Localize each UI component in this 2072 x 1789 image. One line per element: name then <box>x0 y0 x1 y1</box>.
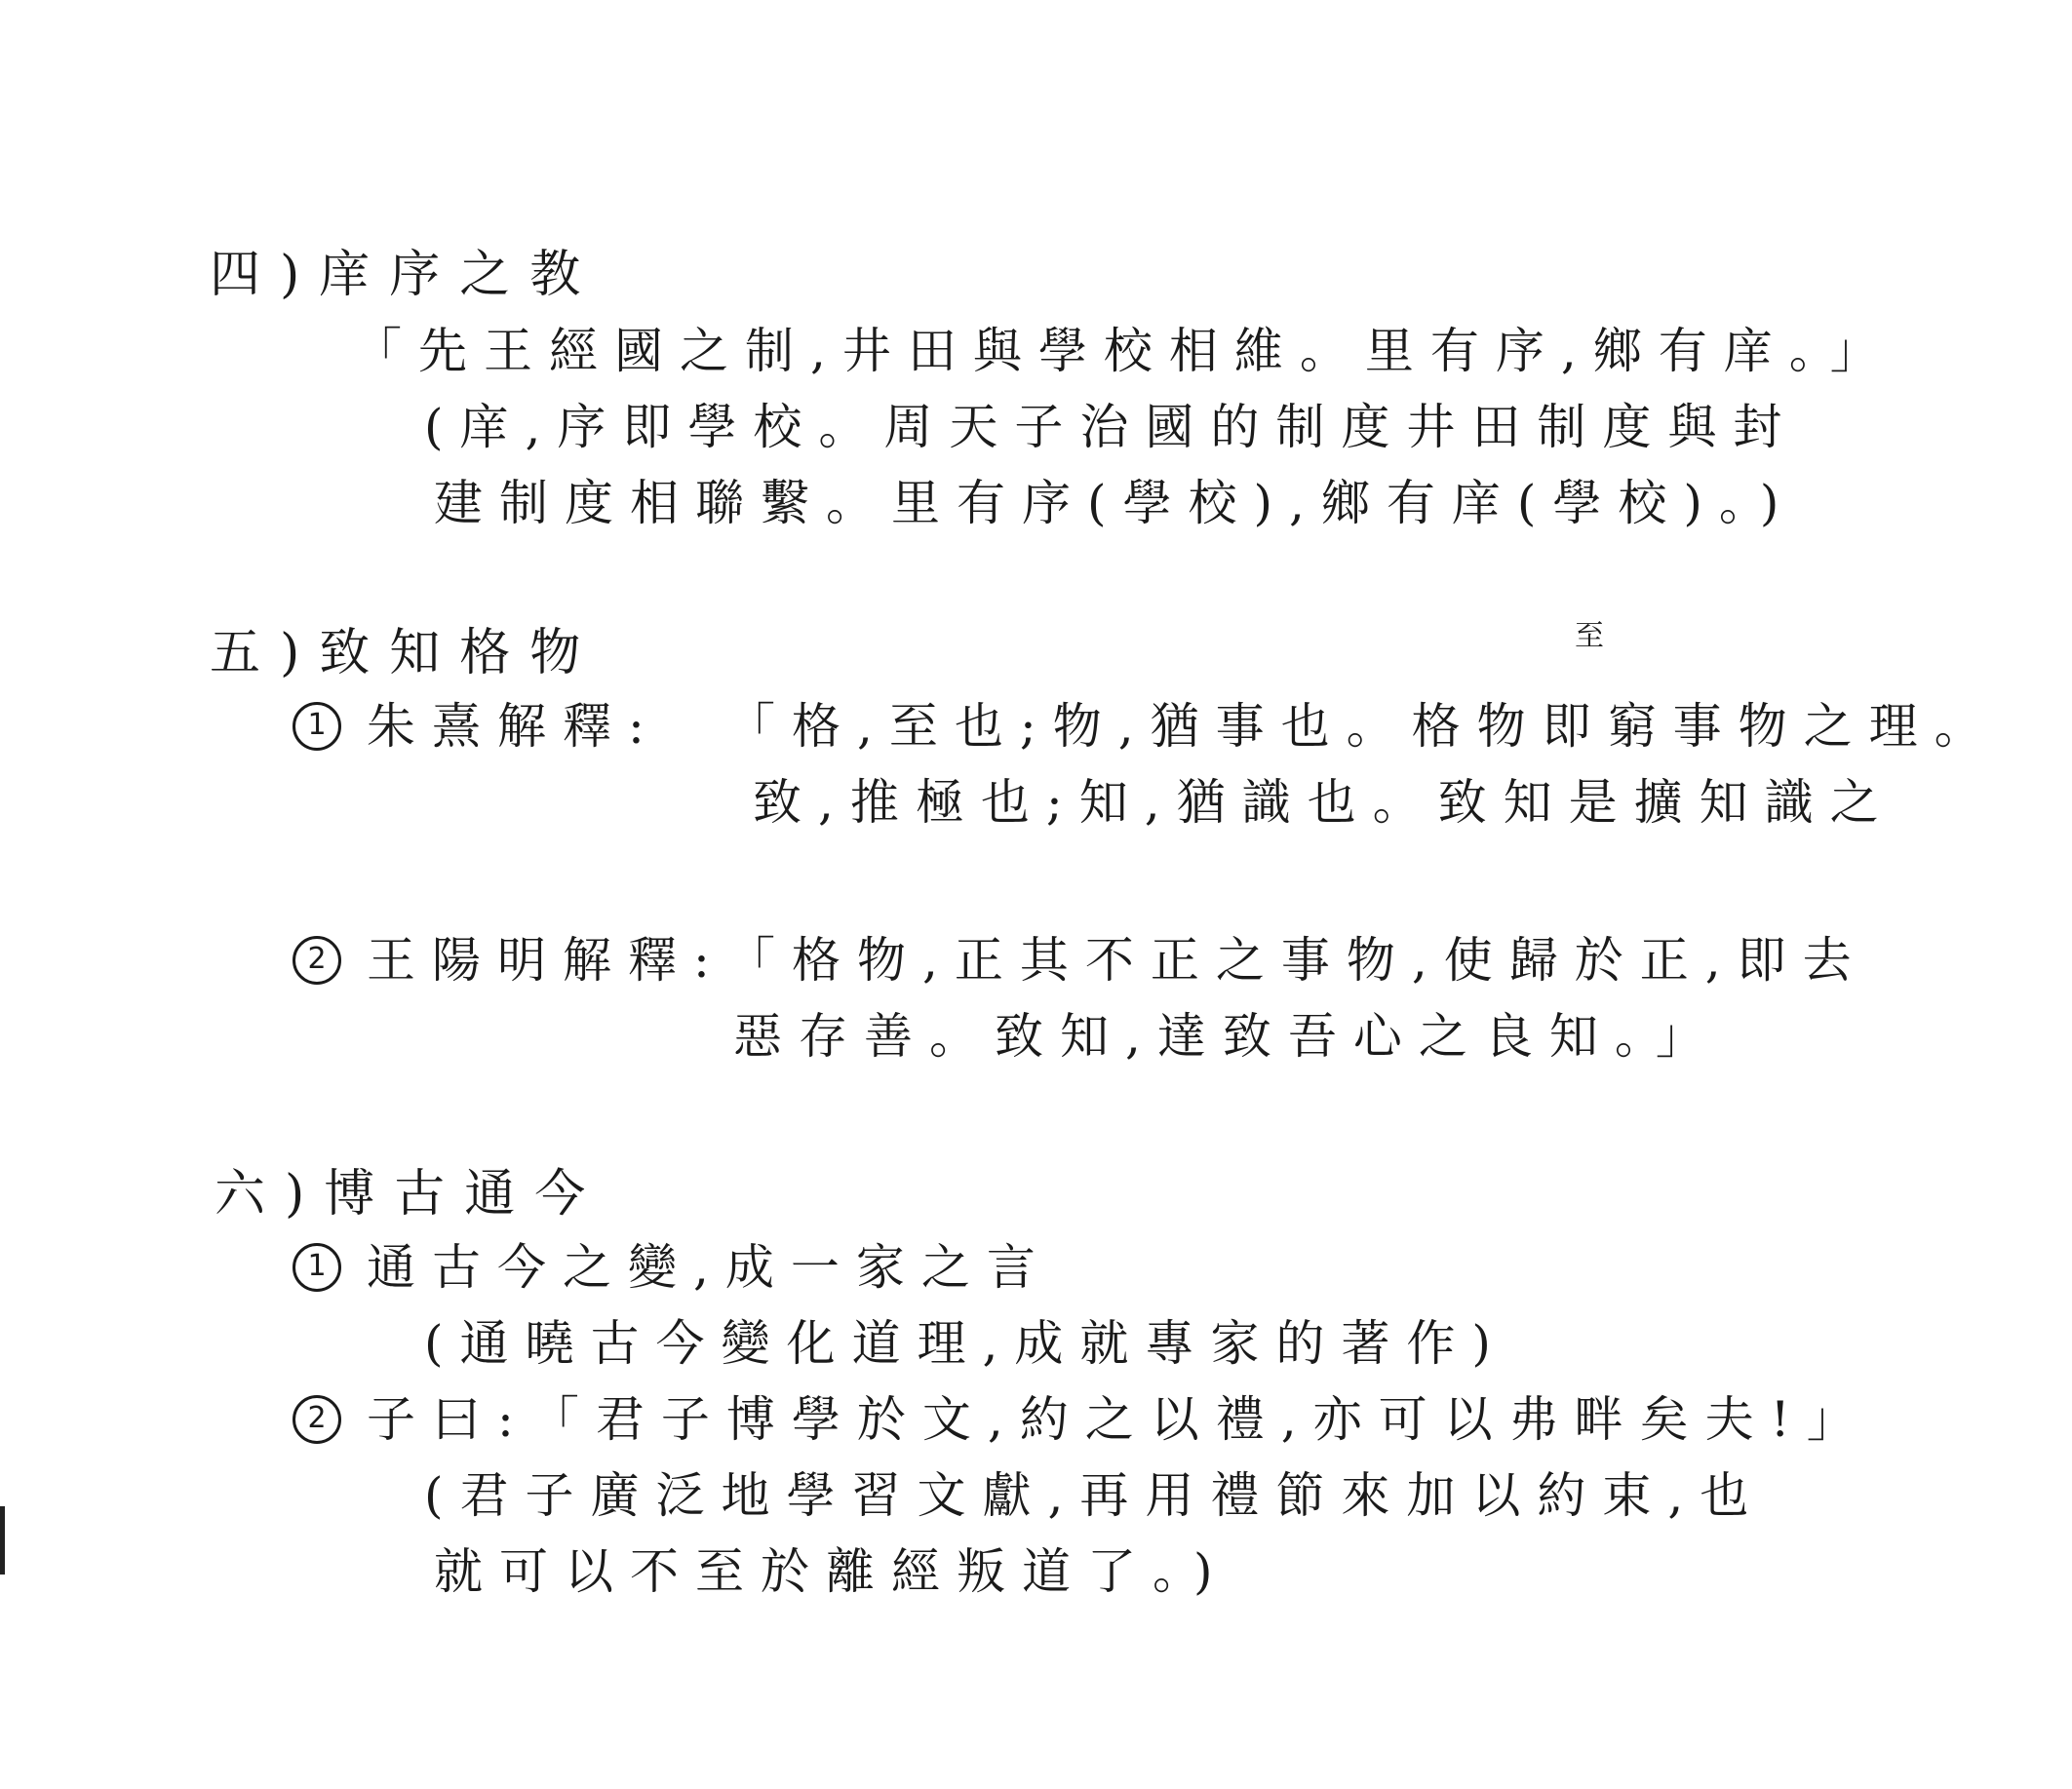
section-6-item-1-text: 通古今之變,成一家之言 <box>367 1239 1052 1296</box>
scan-edge-mark <box>0 1506 5 1575</box>
section-4-heading: 四)庠序之教 <box>210 246 601 304</box>
section-5-item-1-header <box>293 697 661 756</box>
section-5-item-2-line-2: 惡存善。致知,達致吾心之良知。」 <box>733 1008 1721 1065</box>
section-4-explanation-line-1: (庠,序即學校。周天子治國的制度井田制度與封 <box>424 399 1799 455</box>
section-6-item-2-line-2: (君子廣泛地學習文獻,再用禮節來加以約束,也 <box>424 1467 1766 1524</box>
section-4-quote: 「先王經國之制,井田與學校相維。里有序,鄉有庠。」 <box>353 323 1896 379</box>
section-6-item-1-line-2: (通曉古今變化道理,成就專家的著作) <box>424 1315 1507 1372</box>
section-6-item-2-line-3: 就可以不至於離經叛道了。) <box>434 1543 1230 1600</box>
section-5-item-2-header <box>293 931 726 990</box>
item-number-badge: 2 <box>293 1395 341 1444</box>
item-number-badge: 2 <box>293 936 341 985</box>
item-number-badge: 1 <box>293 702 341 751</box>
section-6-item-2-line-1 <box>293 1390 1872 1449</box>
section-5-item-1-line-1: 「格,至也;物,猶事也。格物即窮事物之理。 <box>726 698 2000 755</box>
section-6-item-2-text: 子曰:「君子博學於文,約之以禮,亦可以弗畔矣夫!」 <box>367 1391 1872 1448</box>
section-5-item-2-line-1: 「格物,正其不正之事物,使歸於正,即去 <box>726 932 1868 989</box>
section-5-item-1-label: 朱熹解釋: <box>367 698 661 755</box>
section-5-item-1-line-2: 致,推極也;知,猶識也。致知是擴知識之 <box>753 774 1896 831</box>
section-4-explanation-line-2: 建制度相聯繫。里有序(學校),鄉有庠(學校)。) <box>434 475 1796 531</box>
item-number-badge: 1 <box>293 1243 341 1292</box>
section-6-item-1-line-1 <box>293 1238 1052 1297</box>
section-5-heading: 五)致知格物 <box>210 624 601 682</box>
section-5-insertion-mark: 至 <box>1575 619 1604 653</box>
section-6-heading: 六)博古通今 <box>215 1165 606 1224</box>
section-5-item-2-label: 王陽明解釋: <box>367 932 726 989</box>
